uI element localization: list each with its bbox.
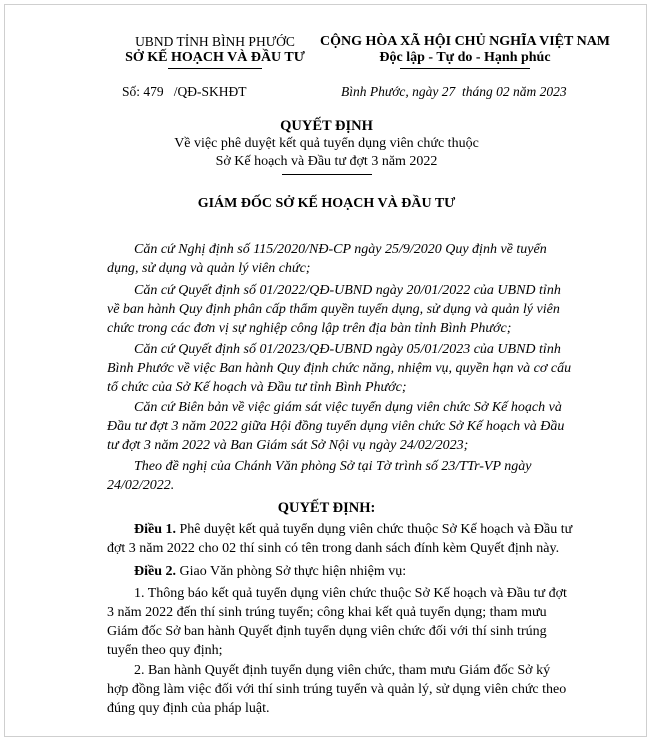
preamble-5 xyxy=(107,457,609,495)
item-2-line3: đúng quy định của pháp luật. xyxy=(107,701,270,716)
article-1 xyxy=(107,520,609,558)
agency-parent: UBND TỈNH BÌNH PHƯỚC xyxy=(135,34,295,49)
item-1-line4: tuyển theo quy định; xyxy=(107,643,223,658)
preamble-2-line2: về ban hành Quy định phân cấp thẩm quyền tuyển dụng, sử dụng và quản lý viên xyxy=(107,302,560,317)
preamble-2-line1: Căn cứ Quyết định số 01/2022/QĐ-UBND ngày 20/01/2022 của UBND tỉnh xyxy=(134,283,561,298)
article-2-item-1 xyxy=(107,584,609,660)
preamble-3-line2: Bình Phước về việc Ban hành Quy định chức năng, nhiệm vụ, quyền hạn và cơ cấu xyxy=(107,361,572,376)
subject-underline xyxy=(282,174,372,175)
article-2-line1 xyxy=(107,562,609,581)
item-2-line1: 2. Ban hành Quyết định tuyển dụng viên chức, tham mưu Giám đốc Sở ký xyxy=(134,663,551,678)
article-2-item-2 xyxy=(107,661,609,718)
preamble-4-line3: tư đợt 3 năm 2022 và Ban Giám sát Sở Nội vụ ngày 24/02/2023; xyxy=(107,438,469,453)
article-2 xyxy=(107,562,609,581)
item-1-line1: 1. Thông báo kết quả tuyển dụng viên chức thuộc Sở Kế hoạch và Đầu tư đợt xyxy=(134,586,567,601)
document-title: QUYẾT ĐỊNH xyxy=(280,118,373,134)
item-1-line3: Giám đốc Sở ban hành Quyết định tuyển dụng viên chức đối với thí sinh trúng xyxy=(107,624,547,639)
article-2-text: Giao Văn phòng Sở thực hiện nhiệm vụ: xyxy=(176,564,407,579)
motto: Độc lập - Tự do - Hạnh phúc xyxy=(379,50,551,65)
subject-line-1: Về việc phê duyệt kết quả tuyển dụng viên chức thuộc xyxy=(174,136,479,151)
preamble-4-line1: Căn cứ Biên bản về việc giám sát việc tuyển dụng viên chức Sở Kế hoạch và xyxy=(134,400,562,415)
place-date: Bình Phước, ngày 27 tháng 02 năm 2023 xyxy=(341,84,567,99)
preamble-2 xyxy=(107,281,609,338)
item-1-line2: 3 năm 2022 đến thí sinh trúng tuyển; công khai kết quả tuyển dụng; tham mưu xyxy=(107,605,547,620)
decision-heading: QUYẾT ĐỊNH: xyxy=(277,500,376,516)
country-name: CỘNG HÒA XÃ HỘI CHỦ NGHĨA VIỆT NAM xyxy=(320,34,611,49)
agency-underline xyxy=(168,68,262,69)
preamble-2-line3: chức trong các đơn vị sự nghiệp công lập trên địa bàn tỉnh Bình Phước; xyxy=(107,321,512,336)
item-2-line2: hợp đồng làm việc đối với thí sinh trúng tuyển và quản lý, sử dụng viên chức theo xyxy=(107,682,567,697)
article-1-line2: đợt 3 năm 2022 cho 02 thí sinh có tên trong danh sách đính kèm Quyết định này. xyxy=(107,541,560,556)
preamble-4-line2: Đầu tư đợt 3 năm 2022 giữa Hội đồng tuyển dụng viên chức Sở Kế hoạch và Đầu xyxy=(107,419,565,434)
article-1-text: Phê duyệt kết quả tuyển dụng viên chức thuộc Sở Kế hoạch và Đầu tư xyxy=(176,522,573,537)
motto-underline xyxy=(400,68,530,69)
document-number: Số: 479 /QĐ-SKHĐT xyxy=(122,84,247,99)
preamble-5-line2: 24/02/2022. xyxy=(107,478,175,493)
preamble-1-line1: Căn cứ Nghị định số 115/2020/NĐ-CP ngày 25/9/2020 Quy định về tuyển xyxy=(134,242,547,257)
agency-name: SỞ KẾ HOẠCH VÀ ĐẦU TƯ xyxy=(125,50,305,65)
issuing-authority: GIÁM ĐỐC SỞ KẾ HOẠCH VÀ ĐẦU TƯ xyxy=(197,196,456,211)
preamble-1-line2: dụng, sử dụng và quản lý viên chức; xyxy=(107,261,311,276)
preamble-5-line1: Theo đề nghị của Chánh Văn phòng Sở tại Tờ trình số 23/TTr-VP ngày xyxy=(134,459,532,474)
article-1-line1 xyxy=(107,520,609,539)
article-2-label: Điều 2. xyxy=(134,564,176,579)
preamble-3-line3: tổ chức của Sở Kế hoạch và Đầu tư tỉnh Bình Phước; xyxy=(107,380,407,395)
preamble-1 xyxy=(107,240,609,278)
preamble-4 xyxy=(107,398,609,455)
preamble-3-line1: Căn cứ Quyết định số 01/2023/QĐ-UBND ngày 05/01/2023 của UBND tỉnh xyxy=(134,342,561,357)
article-1-label: Điều 1. xyxy=(134,522,176,537)
subject-line-2: Sở Kế hoạch và Đầu tư đợt 3 năm 2022 xyxy=(215,154,438,169)
preamble-3 xyxy=(107,340,609,397)
